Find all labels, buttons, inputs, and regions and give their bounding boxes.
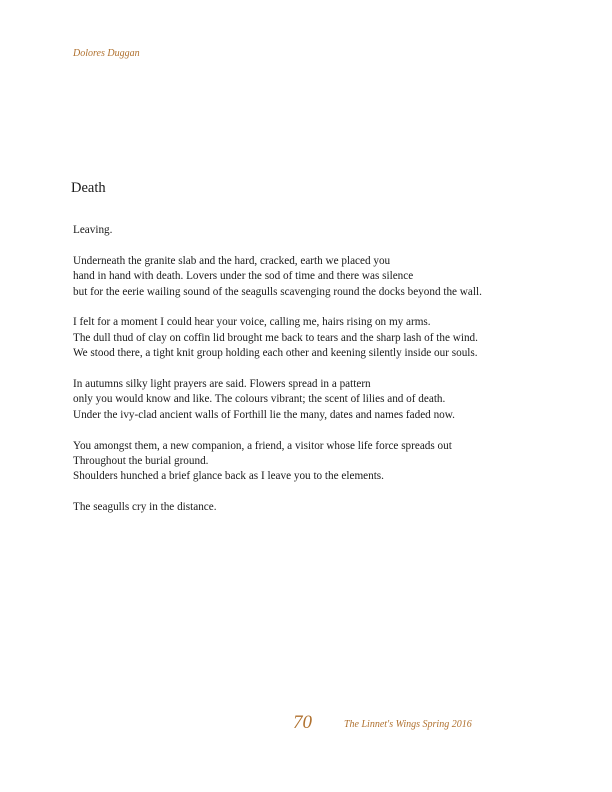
poem-title: Death xyxy=(71,180,106,196)
poem-line: hand in hand with death. Lovers under the sod of time and there was silence xyxy=(73,270,414,283)
poem-line: Throughout the burial ground. xyxy=(73,455,209,468)
stanza xyxy=(73,315,543,361)
poem-line: but for the eerie wailing sound of the seagulls scavenging round the docks beyond the wall. xyxy=(73,285,482,298)
page-footer xyxy=(0,712,612,742)
stanza xyxy=(73,500,543,515)
poem-line: Under the ivy-clad ancient walls of Forthill lie the many, dates and names faded now. xyxy=(73,408,455,421)
poem-line: I felt for a moment I could hear your voice, calling me, hairs rising on my arms. xyxy=(73,316,431,329)
stanza xyxy=(73,254,543,300)
poem-line: Underneath the granite slab and the hard, cracked, earth we placed you xyxy=(73,254,391,267)
author-name: Dolores Duggan xyxy=(73,48,140,59)
poem-line: The seagulls cry in the distance. xyxy=(73,501,217,514)
poem-line: only you would know and like. The colours vibrant; the scent of lilies and of death. xyxy=(73,393,446,406)
poem-line: Leaving. xyxy=(73,224,113,236)
stanza xyxy=(73,377,543,423)
poem-line: The dull thud of clay on coffin lid brought me back to tears and the sharp lash of the wind. xyxy=(73,331,478,344)
poem-line: Shoulders hunched a brief glance back as I leave you to the elements. xyxy=(73,470,384,483)
journal-title: The Linnet's Wings Spring 2016 xyxy=(344,719,472,730)
poem-line: In autumns silky light prayers are said. Flowers spread in a pattern xyxy=(73,378,371,391)
stanza xyxy=(73,223,543,238)
poem-body xyxy=(73,223,543,531)
poem-line: We stood there, a tight knit group holding each other and keening silently inside our souls. xyxy=(73,347,478,360)
stanza xyxy=(73,439,543,485)
poem-line: You amongst them, a new companion, a friend, a visitor whose life force spreads out xyxy=(73,439,452,452)
page-number: 70 xyxy=(293,712,312,733)
